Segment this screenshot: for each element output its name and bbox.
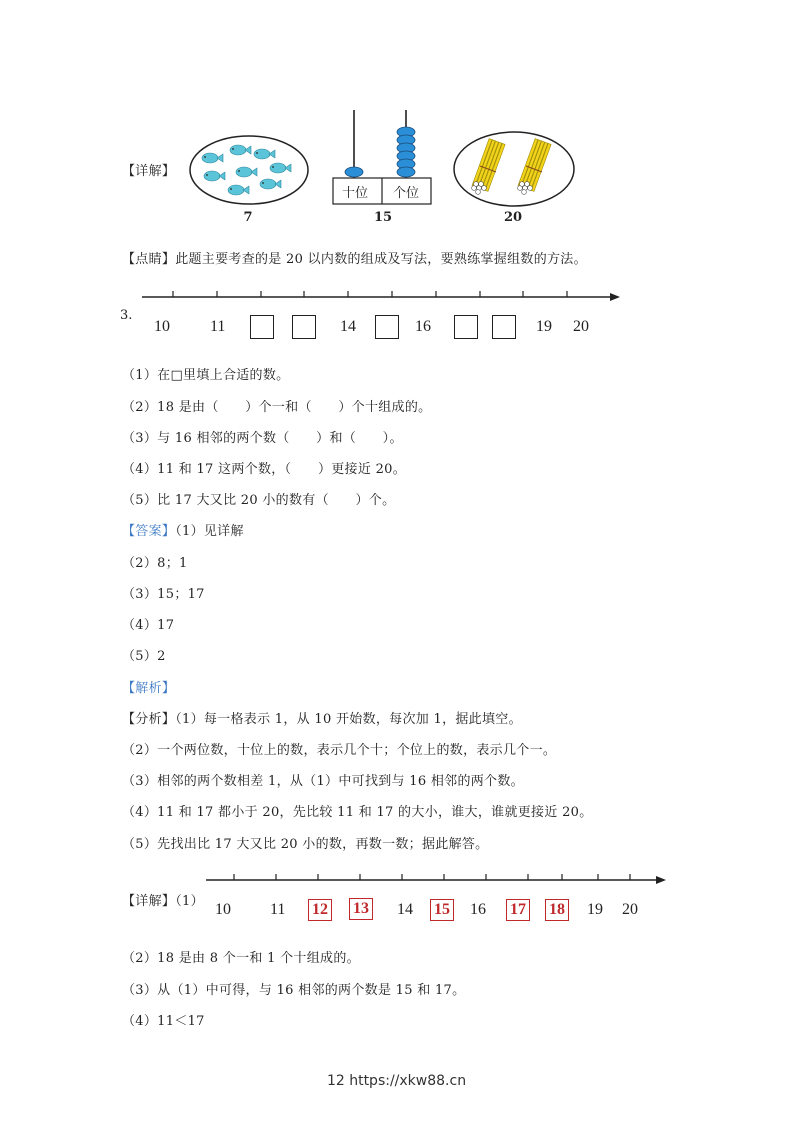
detail-label: 16 xyxy=(470,901,486,918)
analysis-line: （3）相邻的两个数相差 1，从（1）中可找到与 16 相邻的两个数。 xyxy=(122,774,524,789)
analysis-tag: 【解析】 xyxy=(122,681,176,696)
number-line-label: 19 xyxy=(536,318,552,335)
question-line: （2）18 是由（ ）个一和（ ）个十组成的。 xyxy=(122,400,432,415)
answer-tag: 【答案】 xyxy=(122,524,176,539)
page-footer[interactable]: 12 https://xkw88.cn xyxy=(326,1073,467,1089)
answer-box: 15 xyxy=(430,899,454,921)
sticks-picture xyxy=(452,130,576,208)
fish-caption: 7 xyxy=(243,210,253,225)
number-line-label: 10 xyxy=(154,318,170,335)
answer-line: （4）17 xyxy=(122,618,175,633)
number-line-label: 14 xyxy=(340,318,356,335)
blank-box[interactable] xyxy=(250,315,274,339)
question-line: （3）与 16 相邻的两个数（ ）和（ ）。 xyxy=(122,431,403,446)
analysis-line: （5）先找出比 17 大又比 20 小的数，再数一数；据此解答。 xyxy=(122,837,489,852)
question-line: （5）比 17 大又比 20 小的数有（ ）个。 xyxy=(122,493,396,508)
question-line: （1）在□里填上合适的数。 xyxy=(122,368,290,383)
abacus-caption: 15 xyxy=(373,210,393,225)
abacus-tens-label: 十位 xyxy=(342,186,369,201)
detail-label: 11 xyxy=(270,901,286,918)
detail-line: （2）18 是由 8 个一和 1 个十组成的。 xyxy=(122,951,360,966)
fish-picture xyxy=(188,134,310,206)
number-line-label: 11 xyxy=(210,318,226,335)
blank-box[interactable] xyxy=(292,315,316,339)
number-line-label: 20 xyxy=(573,318,589,335)
detail-tag: 【详解】（1） xyxy=(122,894,204,909)
blank-box[interactable] xyxy=(492,315,516,339)
number-line-label: 16 xyxy=(415,318,431,335)
detail-label: 14 xyxy=(397,901,413,918)
analysis-subtag: 【分析】 xyxy=(122,712,176,727)
answer-box: 18 xyxy=(545,899,569,921)
detail-number-line xyxy=(204,872,670,890)
answer-line: （5）2 xyxy=(122,649,166,664)
question-number: 3. xyxy=(120,308,133,323)
blank-box[interactable] xyxy=(454,315,478,339)
detail-label: 20 xyxy=(622,901,638,918)
blank-box[interactable] xyxy=(375,315,399,339)
detail-line: （3）从（1）中可得，与 16 相邻的两个数是 15 和 17。 xyxy=(122,983,466,998)
question-line: （4）11 和 17 这两个数，（ ）更接近 20。 xyxy=(122,462,407,477)
answer-line: （3）15；17 xyxy=(122,587,205,602)
abacus-ones-label: 个位 xyxy=(393,186,420,201)
sticks-caption: 20 xyxy=(503,210,523,225)
answer-box: 13 xyxy=(349,898,373,920)
analysis-first-line xyxy=(122,708,522,727)
answer-box: 17 xyxy=(506,899,530,921)
detail-label: 19 xyxy=(587,901,603,918)
analysis-line: （4）11 和 17 都小于 20，先比较 11 和 17 的大小，谁大，谁就更接近 20。 xyxy=(122,805,593,820)
answer-text: （1）见详解 xyxy=(175,524,244,539)
answer-line: （2）8；1 xyxy=(122,556,188,571)
answer-first-line xyxy=(122,520,244,539)
detail-line: （4）11＜17 xyxy=(122,1014,205,1029)
detail-label-top: 【详解】 xyxy=(122,164,176,179)
analysis-text: （1）每一格表示 1，从 10 开始数，每次加 1，据此填空。 xyxy=(175,712,522,727)
detail-label: 10 xyxy=(215,901,231,918)
tip-text: 【点睛】此题主要考查的是 20 以内数的组成及写法，要熟练掌握组数的方法。 xyxy=(122,252,587,267)
answer-box: 12 xyxy=(308,899,332,921)
analysis-line: （2）一个两位数，十位上的数，表示几个十；个位上的数，表示几个一。 xyxy=(122,743,557,758)
number-line xyxy=(140,289,624,307)
